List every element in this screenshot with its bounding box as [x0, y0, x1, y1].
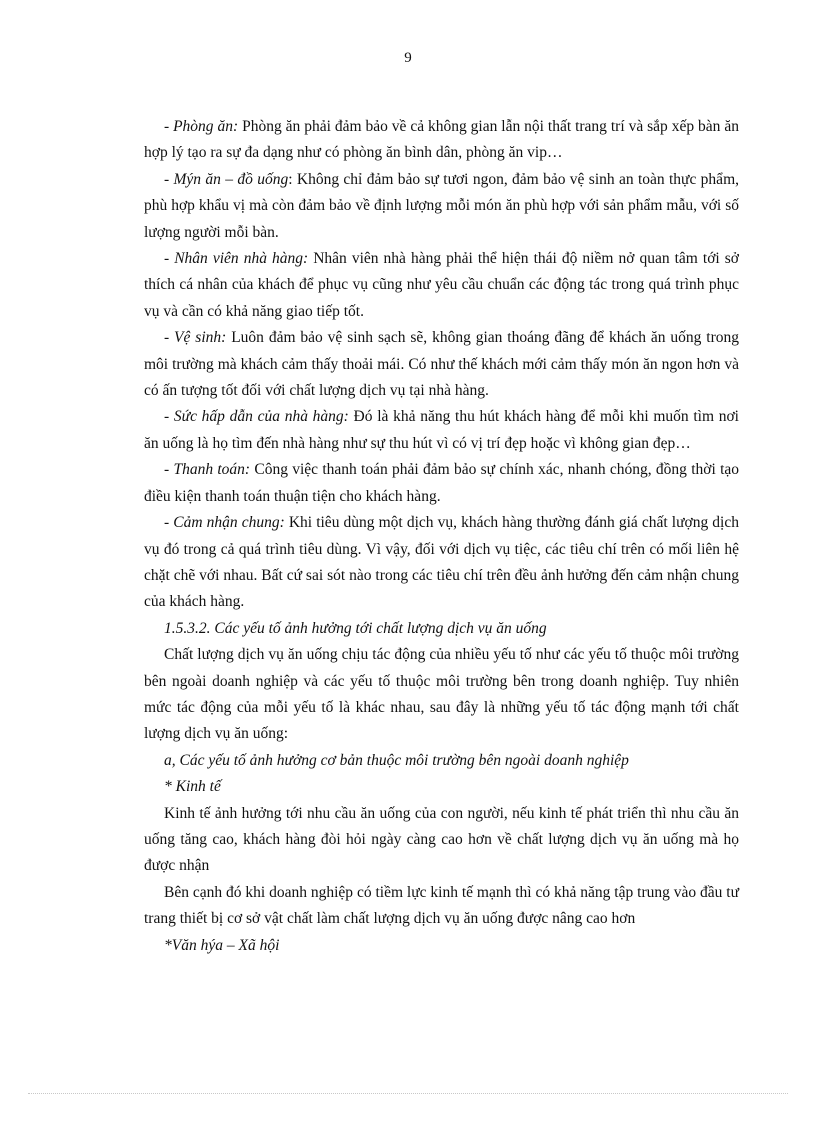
subheading-text: * Kinh tế: [164, 778, 221, 796]
term-label: - Cảm nhận chung:: [164, 514, 285, 532]
term-label: - Mýn ăn – đồ uống: [164, 170, 289, 188]
paragraph-hygiene: [144, 325, 739, 404]
term-label: - Vệ sinh:: [164, 329, 227, 347]
paragraph-food-drinks: [144, 167, 739, 246]
term-label: - Nhân viên nhà hàng:: [164, 250, 309, 268]
section-heading: [144, 616, 739, 642]
economy-paragraph: Kinh tế ảnh hưởng tới nhu cầu ăn uống của con người, nếu kinh tế phát triển thì nhu cầu ăn uống tăng cao, khách hàng đòi hỏi ngày càng cao hơn về chất lượng dịch vụ ăn uống mà họ được nhận: [144, 804, 739, 875]
term-label: - Thanh toán:: [164, 461, 251, 479]
paragraph-text: Khi tiêu dùng một dịch vụ, khách hàng thường đánh giá chất lượng dịch vụ đó trong cả quá trình tiêu dùng. Vì vậy, đối với dịch vụ tiệc, các tiêu chí trên có mối liên hệ chặt chẽ với nhau. Bất cứ sai sót nào trong các tiêu chí trên đều ảnh hưởng đến cảm nhận chung của khách hàng.: [144, 514, 739, 611]
paragraph-text: Công việc thanh toán phải đảm bảo sự chính xác, nhanh chóng, đồng thời tạo điều kiện thanh toán thuận tiện cho khách hàng.: [144, 461, 739, 505]
subheading-economy: [144, 774, 739, 800]
paragraph-overall-perception: [144, 510, 739, 616]
subheading-culture-society: [144, 933, 739, 959]
subheading-external-factors: [144, 748, 739, 774]
intro-paragraph: Chất lượng dịch vụ ăn uống chịu tác động của nhiều yếu tố như các yếu tố thuộc môi trường bên ngoài doanh nghiệp và các yếu tố thuộc môi trường bên trong doanh nghiệp. Tuy nhiên mức tác động của mỗi yếu tố là khác nhau, sau đây là những yếu tố tác động mạnh tới chất lượng dịch vụ ăn uống:: [144, 646, 739, 743]
paragraph-text: Phòng ăn phải đảm bảo về cả không gian lẫn nội thất trang trí và sắp xếp bàn ăn hợp lý tạo ra sự đa dạng như có phòng ăn bình dân, phòng ăn vip…: [144, 118, 739, 162]
document-body: [144, 114, 739, 959]
section-heading-text: 1.5.3.2. Các yếu tố ảnh hưởng tới chất lượng dịch vụ ăn uống: [164, 619, 547, 637]
paragraph-text: Luôn đảm bảo vệ sinh sạch sẽ, không gian thoáng đãng để khách ăn uống trong môi trường mà khách cảm thấy thoải mái. Có như thế khách mới cảm thấy món ăn ngon hơn và có ấn tượng tốt đối với chất lượng dịch vụ tại nhà hàng.: [144, 329, 739, 400]
paragraph-dining-room: [144, 114, 739, 167]
subheading-text: a, Các yếu tố ảnh hưởng cơ bản thuộc môi trường bên ngoài doanh nghiệp: [164, 751, 629, 769]
paragraph-text: Đó là khả năng thu hút khách hàng để mỗi khi muốn tìm nơi ăn uống là họ tìm đến nhà hàng như sự thu hút vì có vị trí đẹp hoặc vì không gian đẹp…: [144, 408, 739, 452]
term-label: - Phòng ăn:: [164, 118, 239, 135]
subheading-text: *Văn hýa – Xã hội: [164, 936, 280, 954]
paragraph-text: Nhân viên nhà hàng phải thể hiện thái độ niềm nở quan tâm tới sở thích cá nhân của khách để phục vụ cũng như yêu cầu chuẩn các động tác trong quá trình phục vụ và cần có khả năng giao tiếp tốt.: [144, 250, 739, 320]
economy-paragraph: Bên cạnh đó khi doanh nghiệp có tiềm lực kinh tế mạnh thì có khả năng tập trung vào đầu tư trang thiết bị cơ sở vật chất làm chất lượng dịch vụ ăn uống được nâng cao hơn: [144, 883, 739, 928]
paragraph-attraction: [144, 404, 739, 457]
paragraph-text: : Không chỉ đảm bảo sự tươi ngon, đảm bảo vệ sinh an toàn thực phẩm, phù hợp khẩu vị mà còn đảm bảo về định lượng mỗi món ăn phù hợp với sản phẩm mẫu, với số lượng người mỗi bàn.: [144, 170, 739, 241]
page-bottom-divider: [28, 1093, 788, 1094]
paragraph-staff: [144, 246, 739, 325]
page-number: 9: [404, 50, 412, 66]
term-label: - Sức hấp dẫn của nhà hàng:: [164, 408, 349, 426]
paragraph-payment: [144, 457, 739, 510]
